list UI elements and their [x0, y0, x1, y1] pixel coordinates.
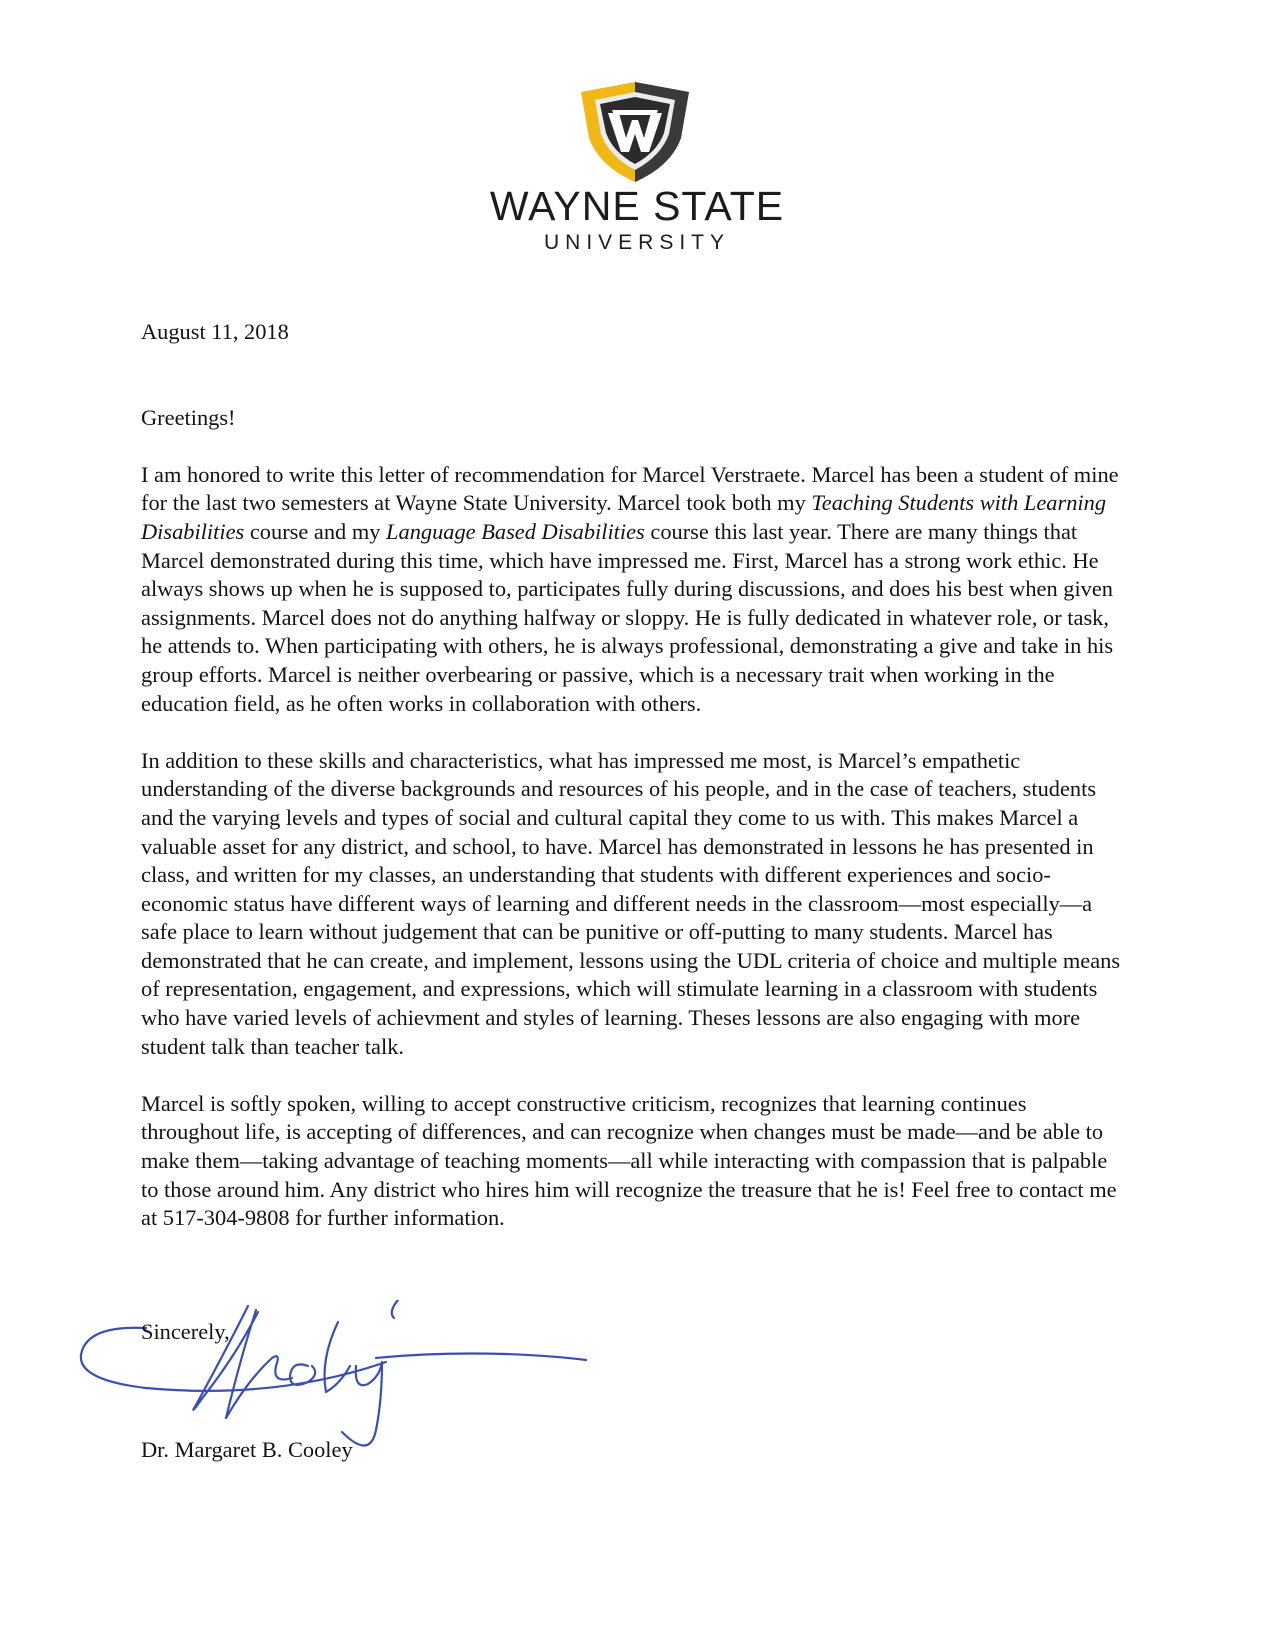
letter-body — [141, 318, 1121, 1261]
letter-closing: Sincerely, — [141, 1319, 230, 1344]
paragraph-2: In addition to these skills and characteristics, what has impressed me most, is Marcel’s empathetic understanding of the diverse backgrounds and resources of his people, and in the case of teachers, students and the varying levels and types of social and cultural capital they come to us with. This makes Marcel a valuable asset for any district, and school, to have. Marcel has demonstrated in lessons he has presented in class, and written for my classes, an understanding that students with different experiences and socio-economic status have different ways of learning and different needs in the classroom—most especially—a safe place to learn without judgement that can be punitive or off-putting to many students. Marcel has demonstrated that he can create, and implement, lessons using the UDL criteria of choice and multiple means of representation, engagement, and expressions, which will stimulate learning in a classroom with students who have varied levels of achievment and styles of learning. Theses lessons are also engaging with more student talk than teacher talk. — [141, 747, 1121, 1059]
paragraph-1-part-2: course and my — [244, 518, 387, 544]
paragraph-1 — [141, 461, 1121, 718]
signer-name: Dr. Margaret B. Cooley — [141, 1437, 353, 1462]
paragraph-1-part-3: course this last year. There are many things that Marcel demonstrated during this time, which have impressed me. First, Marcel has a strong work ethic. He always shows up when he is supposed to, participates fully during discussions, and does his best when given assignments. Marcel does not do anything halfway or sloppy. He is fully dedicated in whatever role, or task, he attends to. When participating with others, he is always professional, demonstrating a give and take in his group efforts. Marcel is neither overbearing or passive, which is a necessary trait when working in the education field, as he often works in collaboration with others. — [141, 518, 1114, 716]
institution-wordmark — [482, 80, 792, 260]
institution-name: WAYNE STATE — [489, 183, 785, 229]
letter-date: August 11, 2018 — [141, 319, 289, 344]
letterhead — [0, 80, 1272, 260]
course-title-1: Teaching Students with Learning Disabilities — [141, 490, 1107, 544]
letter-greeting: Greetings! — [141, 404, 236, 430]
paragraph-3: Marcel is softly spoken, willing to accept constructive criticism, recognizes that learning continues throughout life, is accepting of differences, and can recognize when changes must be made—and be able to make them—taking advantage of teaching moments—all while interacting with compassion that is palpable to those around him. Any district who hires him will recognize the treasure that he is! Feel free to contact me at 517-304-9808 for further information. — [141, 1090, 1117, 1231]
paragraph-1-part-1: I am honored to write this letter of recommendation for Marcel Verstraete. Marcel has been a student of mine for the last two semesters at Wayne State University. Marcel took both my — [141, 461, 1119, 516]
institution-sub: UNIVERSITY — [543, 231, 731, 254]
course-title-2: Language Based Disabilities — [386, 518, 645, 544]
